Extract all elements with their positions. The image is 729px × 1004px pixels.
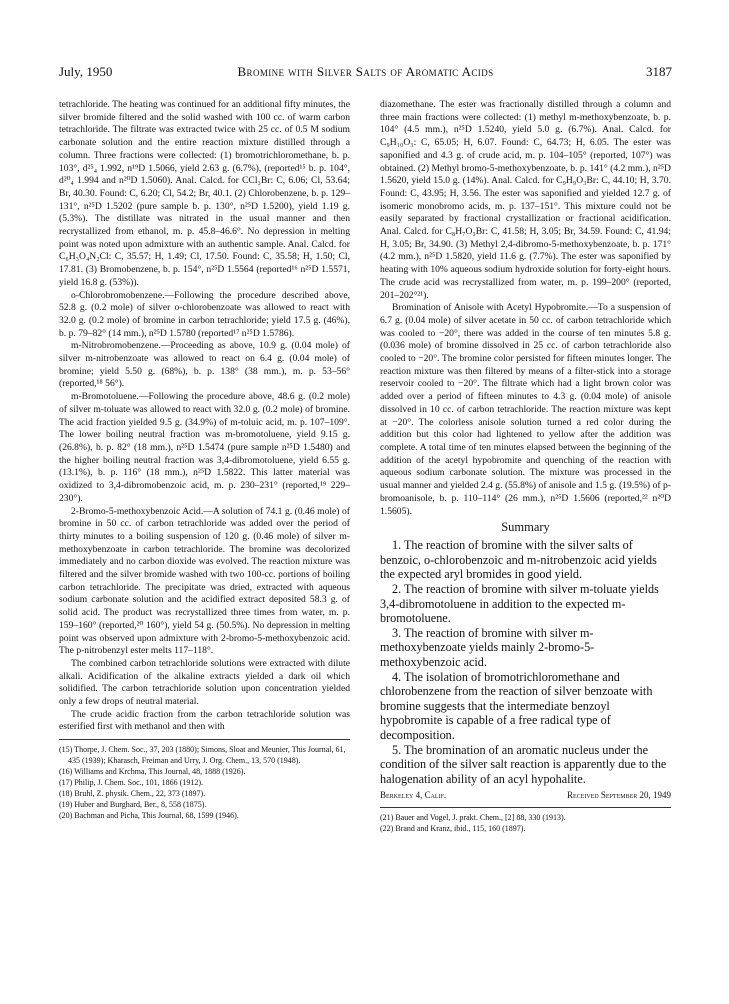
- body-paragraph: Bromination of Anisole with Acetyl Hypobromite.—To a suspension of 6.7 g. (0.04 mole) of silver acetate in 50 cc. of carbon tetrachloride which was cooled to −20°, there was added in the course of ten minutes 5.8 g. (0.036 mole) of bromine dissolved in 25 cc. of carbon tetrachloride also cooled to −20°. The bromine color persisted for fifteen minutes longer. The reaction mixture was then filtered by means of a filter-stick into a storage reservoir cooled to −20°. The filtrate which had a light brown color was added over a period of fifteen minutes to 4.3 g. (0.04 mole) of anisole dissolved in 10 cc. of carbon tetrachloride. The reaction mixture was kept at −20°. The colorless anisole solution turned a red color during the addition but this color had lightened to yellow after the addition was complete. A total time of ten minutes elapsed between the beginning of the addition of the acetyl hypobromite and quenching of the reaction with aqueous sodium carbonate solution. The mixture was processed in the usual manner and yielded 2.4 g. (55.8%) of anisole and 1.5 g. (19.5%) of p-bromoanisole, b. p. 110–114° (26 mm.), n²⁵D 1.5606 (reported,²² n²⁰D 1.5605).: [380, 302, 671, 517]
- body-paragraph: The crude acidic fraction from the carbon tetrachloride solution was esterified first with methanol and then with: [59, 708, 350, 733]
- footnotes: [380, 812, 671, 834]
- footnote: (16) Williams and Krchma, This Journal, 48, 1888 (1926).: [59, 767, 246, 777]
- body-paragraph: The combined carbon tetrachloride solutions were extracted with dilute alkali. Acidification of the alkaline extracts yielded a dark oil which solidified. The carbon tetrachloride solution upon concentration yielded only a few drops of neutral material.: [59, 657, 350, 708]
- author-location: Berkeley 4, Calif.: [380, 790, 447, 801]
- summary-item: 1. The reaction of bromine with the silver salts of benzoic, o-chlorobenzoic and m-nitrobenzoic acid yields the expected aryl bromides in good yield.: [380, 538, 657, 582]
- footnote: (21) Bauer and Vogel, J. prakt. Chem., [2] 88, 330 (1913).: [380, 813, 566, 823]
- summary-section: [380, 538, 671, 786]
- page-number: 3187: [646, 64, 672, 79]
- summary-item: 4. The isolation of bromotrichloromethane and chlorobenzene from the reaction of silver benzoate with bromine suggests that the intermediate benzoyl hypobromite is capable of a free radical type of decomposition.: [380, 669, 653, 742]
- footnote: (15) Thorpe, J. Chem. Soc., 37, 203 (1880); Simons, Sloat and Meunier, This Journal, 61, 435 (1939); Kharasch, Freiman and Urry, J. Org. Chem., 13, 570 (1948).: [59, 745, 346, 766]
- footnote: (17) Philip, J. Chem. Soc., 101, 1866 (1912).: [59, 778, 203, 788]
- right-column: [380, 99, 671, 834]
- footnotes: [59, 744, 350, 821]
- left-column: [59, 99, 350, 821]
- footnote: (20) Bachman and Picha, This Journal, 68, 1599 (1946).: [59, 811, 239, 821]
- body-paragraph: o-Chlorobromobenzene.—Following the procedure described above, 52.8 g. (0.2 mole) of silver o-chlorobenzoate was allowed to react with 32.0 g. (0.2 mole) of bromine in carbon tetrachloride; yield 17.5 g. (46%), b. p. 79–82° (14 mm.), n²⁵D 1.5780 (reported¹⁷ n²⁵D 1.5786).: [59, 289, 350, 339]
- body-paragraph: diazomethane. The ester was fractionally distilled through a column and three main fractions were collected: (1) methyl m-methoxybenzoate, b. p. 104° (4.5 mm.), n²⁵D 1.5240, yield 5.0 g. (6.7%). Anal. Calcd. for C₉H₁₀O₃: C, 65.05; H, 6.07. Found: C, 64.73; H, 6.05. The ester was saponified and 4.3 g. of crude acid, m. p. 104–105° (reported, 107°) was obtained. (2) Methyl bromo-5-methoxybenzoate, b. p. 141° (4.2 mm.), n²⁵D 1.5620, yield 15.0 g. (14%). Anal. Calcd. for C₉H₉O₃Br: C, 44.10; H, 3.70. Found: C, 43.95; H, 3.56. The ester was saponified and yielded 12.7 g. of isomeric monobromo acids, m. p. 137–151°. This mixture could not be easily separated by fractional crystallization or fractional acidification. Anal. Calcd. for C₈H₇O₃Br: C, 41.58; H, 3.05; Br, 34.59. Found: C, 41.94; H, 3.05; Br, 34.90. (3) Methyl 2,4-dibromo-5-methoxybenzoate, b. p. 171° (4.2 mm.), n²⁵D 1.5820, yield 11.6 g. (7.7%). The ester was saponified by heating with 10% aqueous sodium hydroxide solution for forty-eight hours. The crude acid was recrystallized from water, m. p. 199–200° (reported, 201–202°²¹).: [380, 99, 671, 301]
- summary-item: 3. The reaction of bromine with silver m-methoxybenzoate yields mainly 2-bromo-5-methoxybenzoic acid.: [380, 625, 595, 669]
- header-date: July, 1950: [59, 64, 113, 79]
- received-date: Received September 20, 1949: [566, 790, 671, 801]
- running-header: [59, 64, 672, 80]
- body-paragraph: m-Bromotoluene.—Following the procedure above, 48.6 g. (0.2 mole) of silver m-toluate was allowed to react with 32.0 g. (0.2 mole) of bromine. The acid fraction yielded 9.5 g. (34.9%) of m-toluic acid, m. p. 107–109°. The lower boiling neutral fraction was m-bromotoluene, yield 9.15 g. (26.8%), b. p. 82° (18 mm.), n²⁵D 1.5474 (pure sample n²⁵D 1.5480) and the higher boiling neutral fraction was 3,4-dibromotoluene, yield 6.55 g. (13.1%), b. p. 116° (18 mm.), n²⁵D 1.5822. This latter material was oxidized to 3,4-dibromobenzoic acid, m. p. 230–231° (reported,¹⁹ 229–230°).: [59, 391, 350, 504]
- summary-heading: Summary: [501, 520, 550, 535]
- footnote: (22) Brand and Kranz, ibid., 115, 160 (1897).: [380, 824, 526, 834]
- summary-item: 5. The bromination of an aromatic nucleus under the condition of the silver salt reaction is apparently due to the halogenation ability of an acyl hypohalite.: [380, 742, 667, 786]
- summary-item: 2. The reaction of bromine with silver m-toluate yields 3,4-dibromotoluene in addition to the expected m-bromotoluene.: [380, 581, 659, 626]
- footnote-divider: [59, 739, 350, 740]
- footnote: (18) Bruhl, Z. physik. Chem., 22, 373 (1897).: [59, 789, 206, 799]
- signature-line: [380, 789, 671, 802]
- footnote: (19) Huber and Burghard, Ber., 8, 558 (1875).: [59, 800, 207, 810]
- body-paragraph: 2-Bromo-5-methoxybenzoic Acid.—A solution of 74.1 g. (0.46 mole) of bromine in 50 cc. of carbon tetrachloride was added over the period of thirty minutes to a boiling suspension of 120 g. (0.46 mole) of silver m-methoxybenzoate in carbon tetrachloride. The bromine was decolorized immediately and no carbon dioxide was evolved. The reaction mixture was filtered and the silver bromide washed with two 100-cc. portions of boiling carbon tetrachloride. The precipitate was dried, extracted with aqueous sodium carbonate solution and the acidified extract deposited 58.3 g. of solid acid. The product was recrystallized three times from water, m. p. 159–160° (reported,²⁰ 160°), yield 54 g. (50.5%). No depression in melting point was observed upon admixture with 2-bromo-5-methoxybenzoic acid. The p-nitrobenzyl ester melts 117–118°.: [59, 505, 350, 657]
- header-title: Bromine with Silver Salts of Aromatic Acids: [237, 64, 494, 79]
- body-paragraph: tetrachloride. The heating was continued for an additional fifty minutes, the silver bromide filtered and the solid washed with 100 cc. of warm carbon tetrachloride. The filtrate was extracted twice with 25 cc. of 0.5 M sodium carbonate solution and the entire reaction mixture distilled through a column. Three fractions were collected: (1) bromotrichloromethane, b. p. 103°, d²⁵₄ 1.992, n¹⁹D 1.5066, yield 2.63 g. (6.7%), (reported¹⁵ b. p. 104°, d²⁰₄ 1.994 and n²⁰D 1.5060). Anal. Calcd. for CCl₃Br: C, 6.06; Cl, 53.64; Br, 40.30. Found: C, 6.20; Cl, 54.2; Br, 40.1. (2) Chlorobenzene, b. p. 129–131°, n²⁵D 1.5202 (pure sample b. p. 130°, n²⁵D 1.5200), yield 1.19 g. (5.3%). The distillate was nitrated in the usual manner and then recrystallized from ethanol, m. p. 45.8–46.6°. No depression in melting point was noted upon admixture with an authentic sample. Anal. Calcd. for C₆H₃O₄N₂Cl: C, 35.57; H, 1.49; Cl, 17.50. Found: C, 35.58; H, 1.50; Cl, 17.81. (3) Bromobenzene, b. p. 154°, n²⁵D 1.5564 (reported¹⁶ n²⁵D 1.5571, yield 16.8 g. (53%)).: [59, 99, 350, 288]
- body-paragraph: m-Nitrobromobenzene.—Proceeding as above, 10.9 g. (0.04 mole) of silver m-nitrobenzoate was allowed to react on 6.4 g. (0.04 mole) of bromine; yield 5.50 g. (68%), b. p. 138° (38 mm.), m. p. 53–56° (reported,¹⁸ 56°).: [59, 340, 350, 390]
- footnote-divider: [380, 807, 671, 808]
